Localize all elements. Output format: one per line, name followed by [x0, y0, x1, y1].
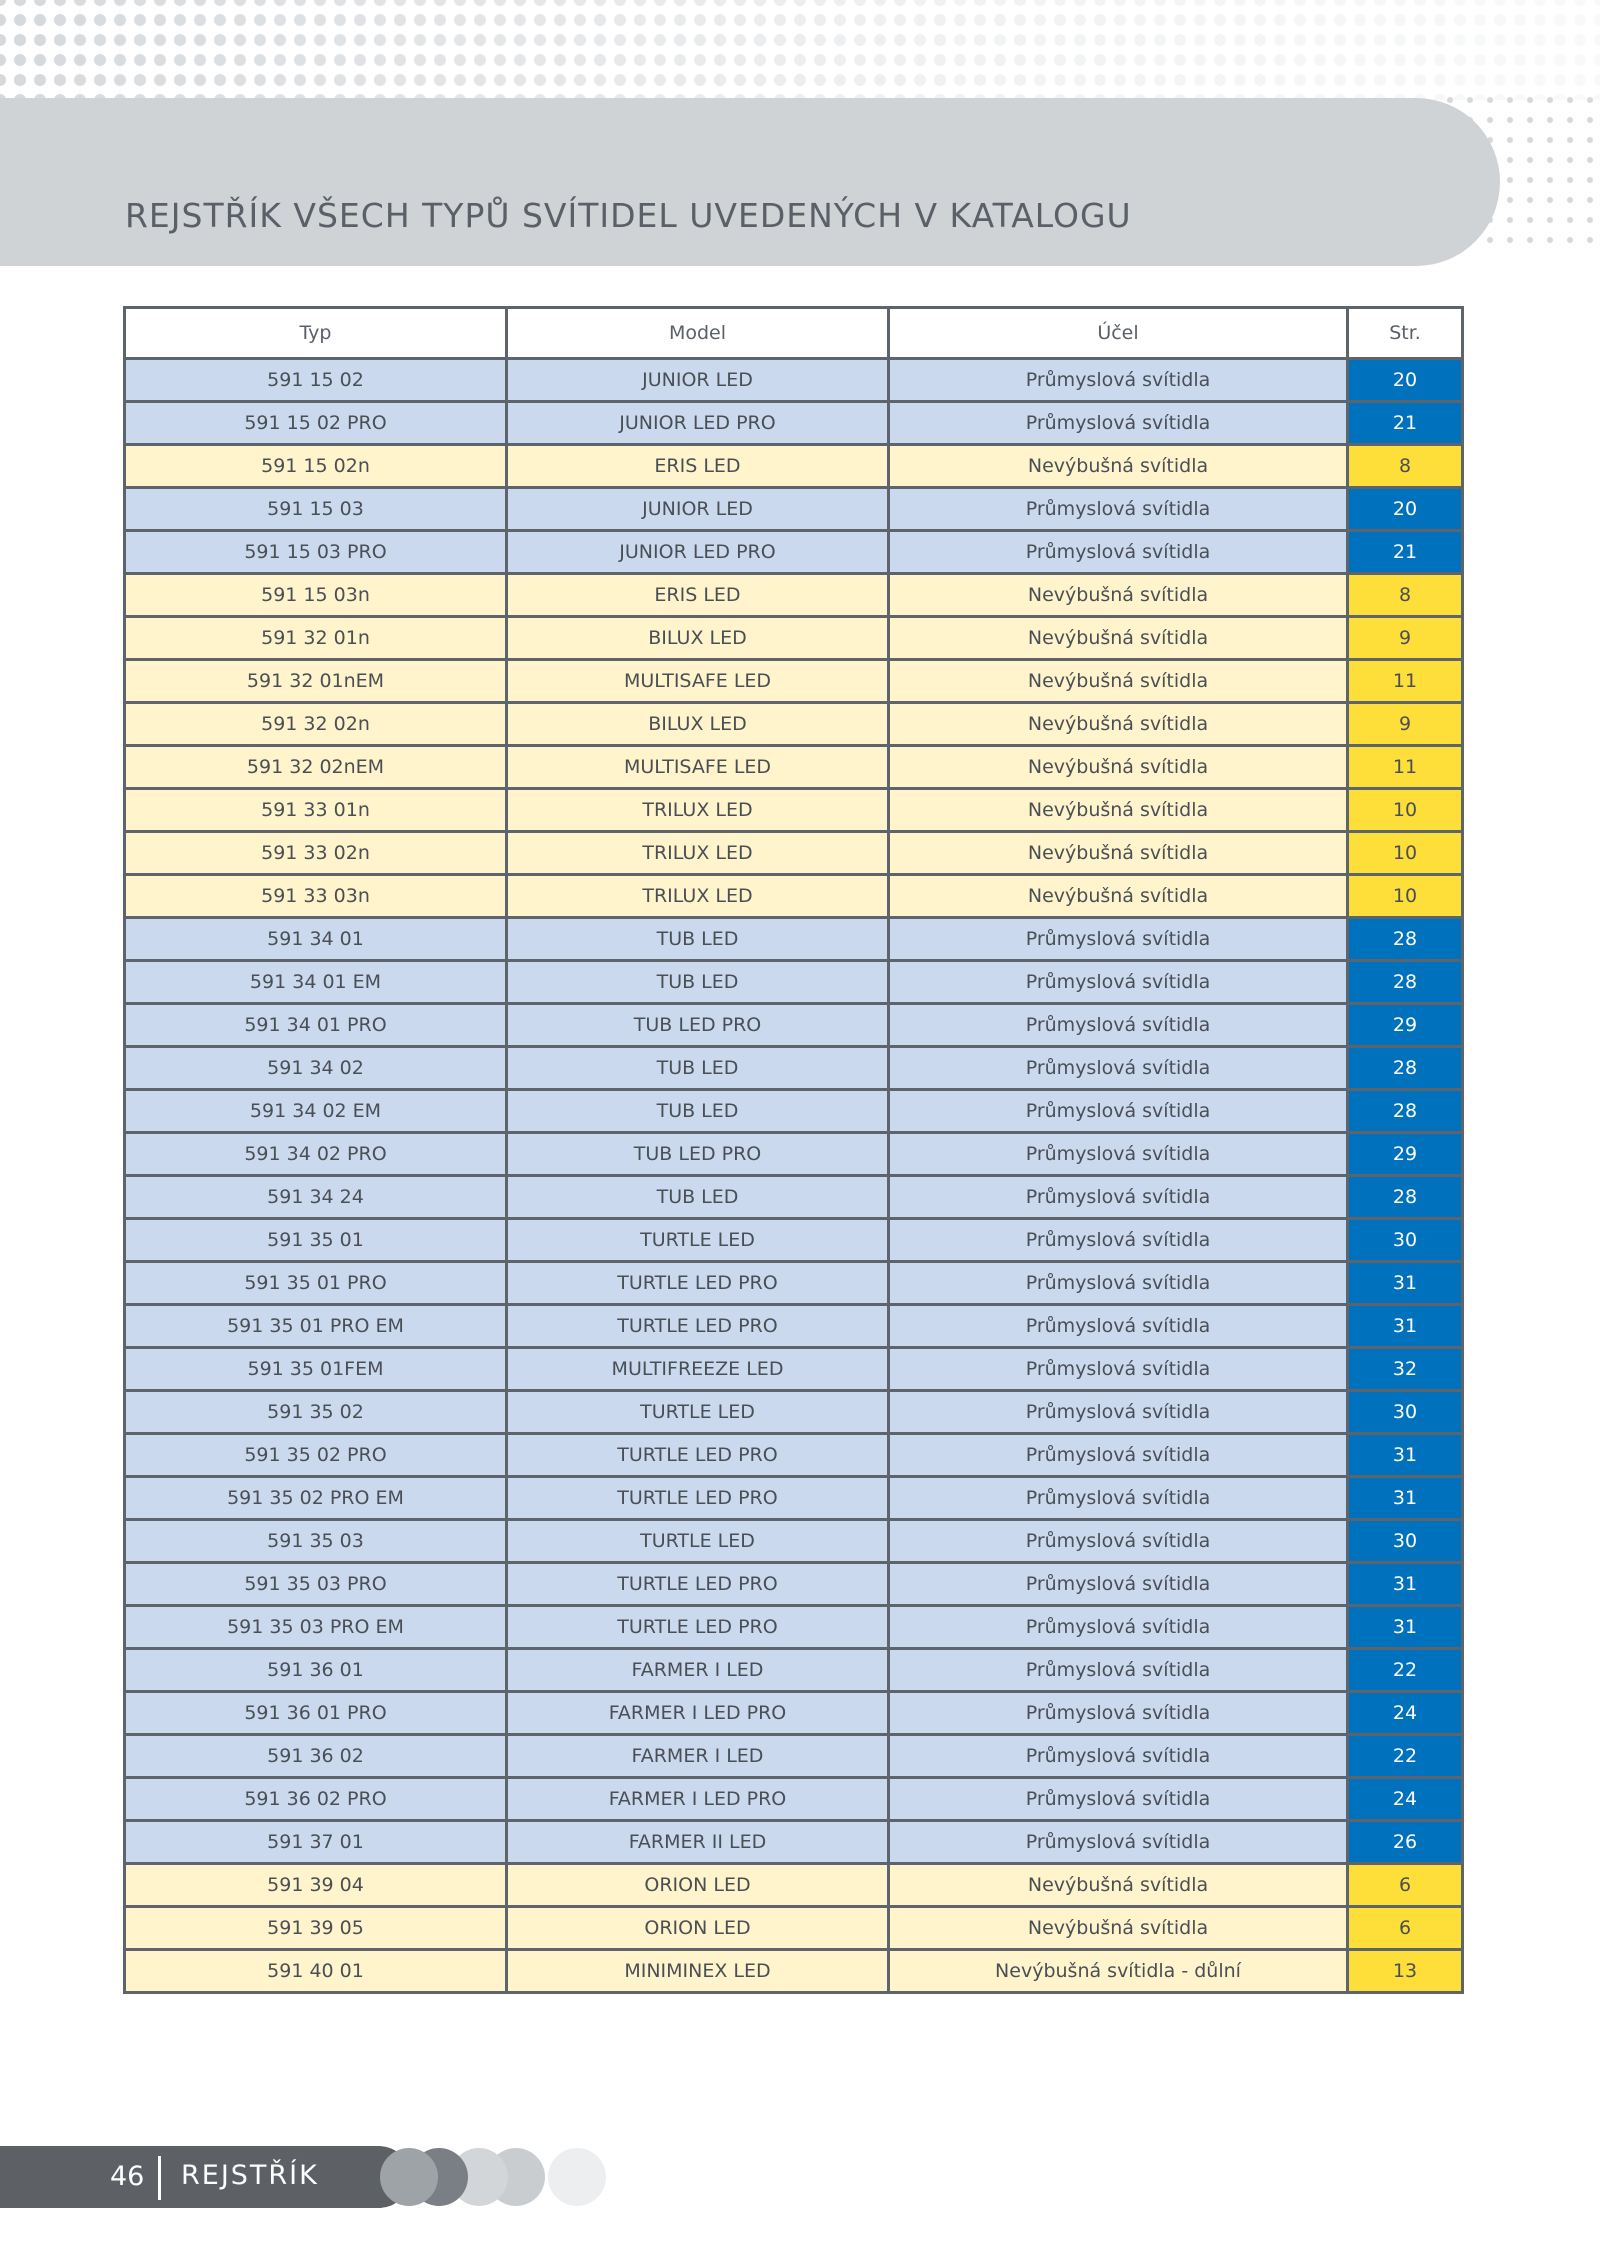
cell-str: 21	[1348, 402, 1463, 445]
table-row	[125, 1950, 1463, 1993]
cell-typ: 591 35 03 PRO	[125, 1563, 507, 1606]
cell-str: 6	[1348, 1907, 1463, 1950]
cell-model: BILUX LED	[507, 617, 889, 660]
column-header-typ: Typ	[125, 308, 507, 359]
cell-model: JUNIOR LED	[507, 488, 889, 531]
table-row	[125, 531, 1463, 574]
table-row	[125, 1219, 1463, 1262]
column-header-ucel: Účel	[889, 308, 1348, 359]
cell-ucel: Nevýbušná svítidla	[889, 832, 1348, 875]
cell-str: 28	[1348, 1090, 1463, 1133]
cell-typ: 591 33 01n	[125, 789, 507, 832]
cell-model: JUNIOR LED PRO	[507, 402, 889, 445]
cell-ucel: Nevýbušná svítidla	[889, 746, 1348, 789]
cell-typ: 591 36 01	[125, 1649, 507, 1692]
cell-model: JUNIOR LED PRO	[507, 531, 889, 574]
cell-ucel: Průmyslová svítidla	[889, 1305, 1348, 1348]
cell-ucel: Průmyslová svítidla	[889, 1735, 1348, 1778]
table-row	[125, 832, 1463, 875]
cell-str: 10	[1348, 789, 1463, 832]
cell-typ: 591 34 01 EM	[125, 961, 507, 1004]
cell-ucel: Nevýbušná svítidla - důlní	[889, 1950, 1348, 1993]
cell-typ: 591 33 02n	[125, 832, 507, 875]
decor-circle	[548, 2148, 606, 2206]
cell-str: 21	[1348, 531, 1463, 574]
cell-model: TUB LED	[507, 1090, 889, 1133]
cell-str: 20	[1348, 488, 1463, 531]
cell-model: TURTLE LED PRO	[507, 1262, 889, 1305]
header-band	[0, 98, 1500, 266]
cell-str: 26	[1348, 1821, 1463, 1864]
cell-model: ERIS LED	[507, 445, 889, 488]
cell-ucel: Průmyslová svítidla	[889, 1391, 1348, 1434]
cell-model: ERIS LED	[507, 574, 889, 617]
cell-model: TURTLE LED	[507, 1219, 889, 1262]
cell-model: TRILUX LED	[507, 875, 889, 918]
table-row	[125, 574, 1463, 617]
header-dot-pattern	[0, 0, 1600, 100]
cell-model: TUB LED	[507, 961, 889, 1004]
cell-str: 31	[1348, 1305, 1463, 1348]
table-row	[125, 1864, 1463, 1907]
cell-typ: 591 35 03 PRO EM	[125, 1606, 507, 1649]
cell-typ: 591 35 01	[125, 1219, 507, 1262]
cell-str: 31	[1348, 1262, 1463, 1305]
section-label: REJSTŘÍK	[181, 2160, 319, 2191]
cell-str: 8	[1348, 574, 1463, 617]
cell-model: MULTISAFE LED	[507, 746, 889, 789]
cell-ucel: Průmyslová svítidla	[889, 1821, 1348, 1864]
table-row	[125, 1434, 1463, 1477]
cell-typ: 591 35 01FEM	[125, 1348, 507, 1391]
cell-model: TRILUX LED	[507, 832, 889, 875]
cell-str: 30	[1348, 1219, 1463, 1262]
cell-typ: 591 34 02 PRO	[125, 1133, 507, 1176]
cell-ucel: Průmyslová svítidla	[889, 1047, 1348, 1090]
cell-typ: 591 34 24	[125, 1176, 507, 1219]
table-row	[125, 1133, 1463, 1176]
cell-str: 31	[1348, 1563, 1463, 1606]
cell-model: TURTLE LED PRO	[507, 1563, 889, 1606]
cell-model: MULTISAFE LED	[507, 660, 889, 703]
cell-ucel: Nevýbušná svítidla	[889, 703, 1348, 746]
cell-model: TUB LED	[507, 918, 889, 961]
cell-typ: 591 34 02 EM	[125, 1090, 507, 1133]
cell-typ: 591 33 03n	[125, 875, 507, 918]
table-row	[125, 1305, 1463, 1348]
cell-typ: 591 39 05	[125, 1907, 507, 1950]
cell-model: TUB LED	[507, 1047, 889, 1090]
cell-model: TURTLE LED PRO	[507, 1434, 889, 1477]
cell-model: FARMER I LED PRO	[507, 1778, 889, 1821]
page-number: 46	[110, 2161, 145, 2192]
cell-str: 13	[1348, 1950, 1463, 1993]
cell-str: 32	[1348, 1348, 1463, 1391]
table-row	[125, 789, 1463, 832]
cell-typ: 591 36 02 PRO	[125, 1778, 507, 1821]
cell-ucel: Průmyslová svítidla	[889, 359, 1348, 402]
cell-str: 20	[1348, 359, 1463, 402]
cell-str: 8	[1348, 445, 1463, 488]
cell-ucel: Nevýbušná svítidla	[889, 574, 1348, 617]
header-row	[125, 308, 1463, 359]
cell-typ: 591 35 02 PRO EM	[125, 1477, 507, 1520]
cell-str: 9	[1348, 617, 1463, 660]
cell-model: TUB LED PRO	[507, 1004, 889, 1047]
table-row	[125, 1262, 1463, 1305]
cell-str: 31	[1348, 1477, 1463, 1520]
cell-str: 28	[1348, 918, 1463, 961]
footer-divider	[158, 2156, 161, 2200]
cell-model: FARMER I LED PRO	[507, 1692, 889, 1735]
cell-typ: 591 34 01 PRO	[125, 1004, 507, 1047]
cell-str: 24	[1348, 1778, 1463, 1821]
column-header-model: Model	[507, 308, 889, 359]
table-row	[125, 1778, 1463, 1821]
cell-ucel: Průmyslová svítidla	[889, 1348, 1348, 1391]
cell-str: 29	[1348, 1004, 1463, 1047]
cell-model: TUB LED PRO	[507, 1133, 889, 1176]
cell-str: 30	[1348, 1391, 1463, 1434]
cell-model: TURTLE LED	[507, 1520, 889, 1563]
cell-ucel: Nevýbušná svítidla	[889, 875, 1348, 918]
cell-typ: 591 32 01n	[125, 617, 507, 660]
cell-model: TURTLE LED	[507, 1391, 889, 1434]
cell-model: TUB LED	[507, 1176, 889, 1219]
cell-str: 24	[1348, 1692, 1463, 1735]
cell-model: TURTLE LED PRO	[507, 1305, 889, 1348]
table-row	[125, 1907, 1463, 1950]
cell-str: 11	[1348, 746, 1463, 789]
cell-ucel: Průmyslová svítidla	[889, 1692, 1348, 1735]
cell-ucel: Průmyslová svítidla	[889, 1649, 1348, 1692]
cell-ucel: Průmyslová svítidla	[889, 1262, 1348, 1305]
cell-str: 29	[1348, 1133, 1463, 1176]
cell-ucel: Průmyslová svítidla	[889, 1090, 1348, 1133]
cell-str: 28	[1348, 1047, 1463, 1090]
cell-ucel: Průmyslová svítidla	[889, 1563, 1348, 1606]
cell-ucel: Nevýbušná svítidla	[889, 789, 1348, 832]
cell-str: 28	[1348, 961, 1463, 1004]
table-row	[125, 961, 1463, 1004]
table-row	[125, 918, 1463, 961]
cell-typ: 591 15 03 PRO	[125, 531, 507, 574]
table-row	[125, 660, 1463, 703]
cell-typ: 591 15 03	[125, 488, 507, 531]
table-row	[125, 1520, 1463, 1563]
cell-model: MULTIFREEZE LED	[507, 1348, 889, 1391]
cell-typ: 591 34 02	[125, 1047, 507, 1090]
table-row	[125, 1047, 1463, 1090]
table-row	[125, 402, 1463, 445]
table-row	[125, 1348, 1463, 1391]
index-table-head	[125, 308, 1463, 359]
cell-str: 22	[1348, 1735, 1463, 1778]
cell-model: ORION LED	[507, 1864, 889, 1907]
cell-ucel: Nevýbušná svítidla	[889, 445, 1348, 488]
table-row	[125, 1391, 1463, 1434]
cell-model: TRILUX LED	[507, 789, 889, 832]
table-row	[125, 703, 1463, 746]
cell-ucel: Průmyslová svítidla	[889, 1477, 1348, 1520]
table-row	[125, 1821, 1463, 1864]
table-row	[125, 359, 1463, 402]
cell-ucel: Průmyslová svítidla	[889, 1434, 1348, 1477]
cell-ucel: Průmyslová svítidla	[889, 961, 1348, 1004]
cell-ucel: Průmyslová svítidla	[889, 402, 1348, 445]
cell-ucel: Průmyslová svítidla	[889, 1176, 1348, 1219]
decor-circle	[380, 2148, 438, 2206]
cell-str: 9	[1348, 703, 1463, 746]
table-row	[125, 746, 1463, 789]
cell-str: 30	[1348, 1520, 1463, 1563]
table-row	[125, 445, 1463, 488]
cell-typ: 591 36 02	[125, 1735, 507, 1778]
index-table-body	[125, 359, 1463, 1993]
cell-typ: 591 15 02n	[125, 445, 507, 488]
table-row	[125, 1004, 1463, 1047]
cell-typ: 591 36 01 PRO	[125, 1692, 507, 1735]
cell-typ: 591 32 02nEM	[125, 746, 507, 789]
cell-typ: 591 15 02	[125, 359, 507, 402]
cell-ucel: Průmyslová svítidla	[889, 531, 1348, 574]
cell-model: TURTLE LED PRO	[507, 1606, 889, 1649]
cell-model: MINIMINEX LED	[507, 1950, 889, 1993]
table-row	[125, 1735, 1463, 1778]
cell-ucel: Nevýbušná svítidla	[889, 617, 1348, 660]
cell-typ: 591 35 01 PRO EM	[125, 1305, 507, 1348]
table-row	[125, 1090, 1463, 1133]
cell-str: 6	[1348, 1864, 1463, 1907]
cell-str: 22	[1348, 1649, 1463, 1692]
cell-ucel: Průmyslová svítidla	[889, 1606, 1348, 1649]
table-row	[125, 488, 1463, 531]
cell-ucel: Průmyslová svítidla	[889, 1219, 1348, 1262]
cell-ucel: Průmyslová svítidla	[889, 918, 1348, 961]
cell-model: JUNIOR LED	[507, 359, 889, 402]
table-row	[125, 875, 1463, 918]
cell-str: 28	[1348, 1176, 1463, 1219]
cell-model: FARMER II LED	[507, 1821, 889, 1864]
cell-ucel: Průmyslová svítidla	[889, 1520, 1348, 1563]
cell-str: 10	[1348, 832, 1463, 875]
cell-ucel: Průmyslová svítidla	[889, 488, 1348, 531]
table-row	[125, 1477, 1463, 1520]
cell-ucel: Nevýbušná svítidla	[889, 1907, 1348, 1950]
page-title: REJSTŘÍK VŠECH TYPŮ SVÍTIDEL UVEDENÝCH V KATALOGU	[125, 196, 1132, 235]
cell-model: BILUX LED	[507, 703, 889, 746]
cell-str: 11	[1348, 660, 1463, 703]
cell-typ: 591 39 04	[125, 1864, 507, 1907]
table-row	[125, 1563, 1463, 1606]
table-row	[125, 1176, 1463, 1219]
cell-typ: 591 37 01	[125, 1821, 507, 1864]
cell-model: FARMER I LED	[507, 1735, 889, 1778]
table-row	[125, 1692, 1463, 1735]
cell-typ: 591 35 02	[125, 1391, 507, 1434]
cell-typ: 591 35 01 PRO	[125, 1262, 507, 1305]
cell-model: FARMER I LED	[507, 1649, 889, 1692]
index-table	[123, 306, 1464, 1994]
table-row	[125, 1649, 1463, 1692]
table-row	[125, 617, 1463, 660]
cell-typ: 591 35 02 PRO	[125, 1434, 507, 1477]
cell-typ: 591 15 03n	[125, 574, 507, 617]
cell-model: ORION LED	[507, 1907, 889, 1950]
cell-ucel: Průmyslová svítidla	[889, 1778, 1348, 1821]
cell-typ: 591 34 01	[125, 918, 507, 961]
cell-typ: 591 35 03	[125, 1520, 507, 1563]
column-header-str: Str.	[1348, 308, 1463, 359]
cell-ucel: Průmyslová svítidla	[889, 1004, 1348, 1047]
cell-str: 31	[1348, 1606, 1463, 1649]
cell-typ: 591 32 01nEM	[125, 660, 507, 703]
cell-ucel: Nevýbušná svítidla	[889, 660, 1348, 703]
cell-ucel: Průmyslová svítidla	[889, 1133, 1348, 1176]
cell-str: 10	[1348, 875, 1463, 918]
cell-ucel: Nevýbušná svítidla	[889, 1864, 1348, 1907]
table-row	[125, 1606, 1463, 1649]
cell-typ: 591 40 01	[125, 1950, 507, 1993]
cell-typ: 591 32 02n	[125, 703, 507, 746]
cell-model: TURTLE LED PRO	[507, 1477, 889, 1520]
cell-typ: 591 15 02 PRO	[125, 402, 507, 445]
cell-str: 31	[1348, 1434, 1463, 1477]
